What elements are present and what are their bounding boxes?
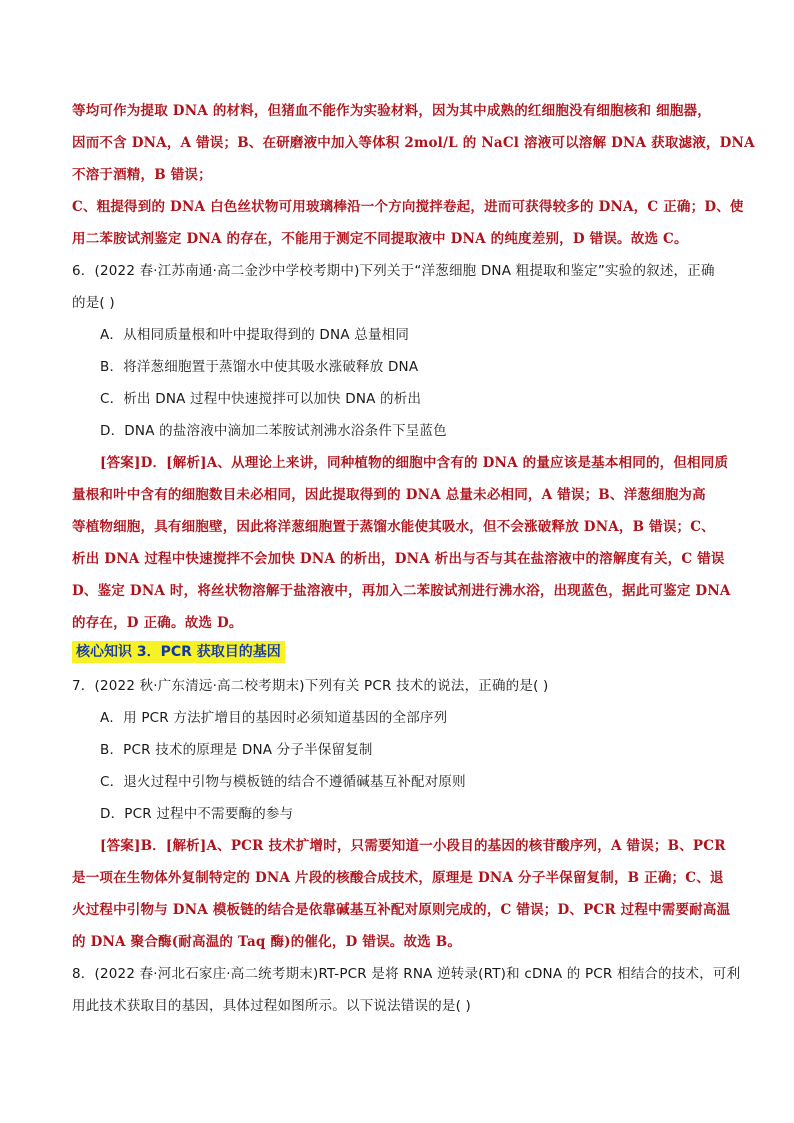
answer-text-line: [答案]D．[解析]A、从理论上来讲，同种植物的细胞中含有的 DNA 的量应该是基本相同的，但相同质: [100, 455, 729, 471]
answer-text-line: 的 DNA 聚合酶(耐高温的 Taq 酶)的催化，D 错误。故选 B。: [72, 934, 462, 950]
option-c: C．退火过程中引物与模板链的结合不遵循碱基互补配对原则: [100, 774, 466, 790]
answer-text-line: 用二苯胺试剂鉴定 DNA 的存在，不能用于测定不同提取液中 DNA 的纯度差别，D 错误。故选 C。: [72, 231, 688, 247]
question-stem: 的是( ): [72, 295, 115, 311]
option-b: B．将洋葱细胞置于蒸馏水中使其吸水涨破释放 DNA: [100, 359, 419, 375]
option-a: A．从相同质量根和叶中提取得到的 DNA 总量相同: [100, 327, 410, 343]
answer-text-line: D、鉴定 DNA 时，将丝状物溶解于盐溶液中，再加入二苯胺试剂进行沸水浴，出现蓝色，据此可鉴定 DNA: [72, 583, 731, 599]
option-b: B．PCR 技术的原理是 DNA 分子半保留复制: [100, 742, 373, 758]
answer-text-line: 析出 DNA 过程中快速搅拌不会加快 DNA 的析出，DNA 析出与否与其在盐溶液中的溶解度有关，C 错误: [72, 551, 725, 567]
answer-text-line: 是一项在生物体外复制特定的 DNA 片段的核酸合成技术，原理是 DNA 分子半保留复制，B 正确；C、退: [72, 870, 724, 886]
question-stem: 用此技术获取目的基因，具体过程如图所示。以下说法错误的是( ): [72, 998, 472, 1014]
answer-text-line: 不溶于酒精，B 错误；: [72, 167, 212, 183]
answer-text-line: 等均可作为提取 DNA 的材料，但猪血不能作为实验材料，因为其中成熟的红细胞没有细胞核和 细胞器，: [72, 103, 711, 119]
option-a: A．用 PCR 方法扩增目的基因时必须知道基因的全部序列: [100, 710, 448, 726]
answer-text-line: 的存在，D 正确。故选 D。: [72, 615, 243, 631]
answer-text-line: 因而不含 DNA，A 错误；B、在研磨液中加入等体积 2mol/L 的 NaCl 溶液可以溶解 DNA 获取滤液，DNA: [72, 135, 755, 151]
answer-text-line: 等植物细胞，具有细胞壁，因此将洋葱细胞置于蒸馏水能使其吸水，但不会涨破释放 DNA，B 错误；C、: [72, 519, 715, 535]
answer-text-line: C、粗提得到的 DNA 白色丝状物可用玻璃棒沿一个方向搅拌卷起，进而可获得较多的 DNA，C 正确；D、使: [72, 199, 744, 215]
answer-text-line: 量根和叶中含有的细胞数目未必相同，因此提取得到的 DNA 总量未必相同，A 错误；B、洋葱细胞为高: [72, 487, 706, 503]
option-d: D．DNA 的盐溶液中滴加二苯胺试剂沸水浴条件下呈蓝色: [100, 423, 447, 439]
question-stem: 8．(2022 春·河北石家庄·高二统考期末)RT-PCR 是将 RNA 逆转录(RT)和 cDNA 的 PCR 相结合的技术，可利: [72, 966, 741, 982]
question-stem: 7．(2022 秋·广东清远·高二校考期末)下列有关 PCR 技术的说法，正确的是( ): [72, 678, 549, 694]
answer-text-line: [答案]B．[解析]A、PCR 技术扩增时，只需要知道一小段目的基因的核苷酸序列，A 错误；B、PCR: [100, 838, 726, 854]
section-heading: 核心知识 3．PCR 获取目的基因: [72, 641, 285, 663]
option-c: C．析出 DNA 过程中快速搅拌可以加快 DNA 的析出: [100, 391, 422, 407]
question-stem: 6．(2022 春·江苏南通·高二金沙中学校考期中)下列关于“洋葱细胞 DNA 粗提取和鉴定”实验的叙述，正确: [72, 263, 715, 279]
answer-text-line: 火过程中引物与 DNA 模板链的结合是依靠碱基互补配对原则完成的，C 错误；D、PCR 过程中需要耐高温: [72, 902, 731, 918]
option-d: D．PCR 过程中不需要酶的参与: [100, 806, 294, 822]
